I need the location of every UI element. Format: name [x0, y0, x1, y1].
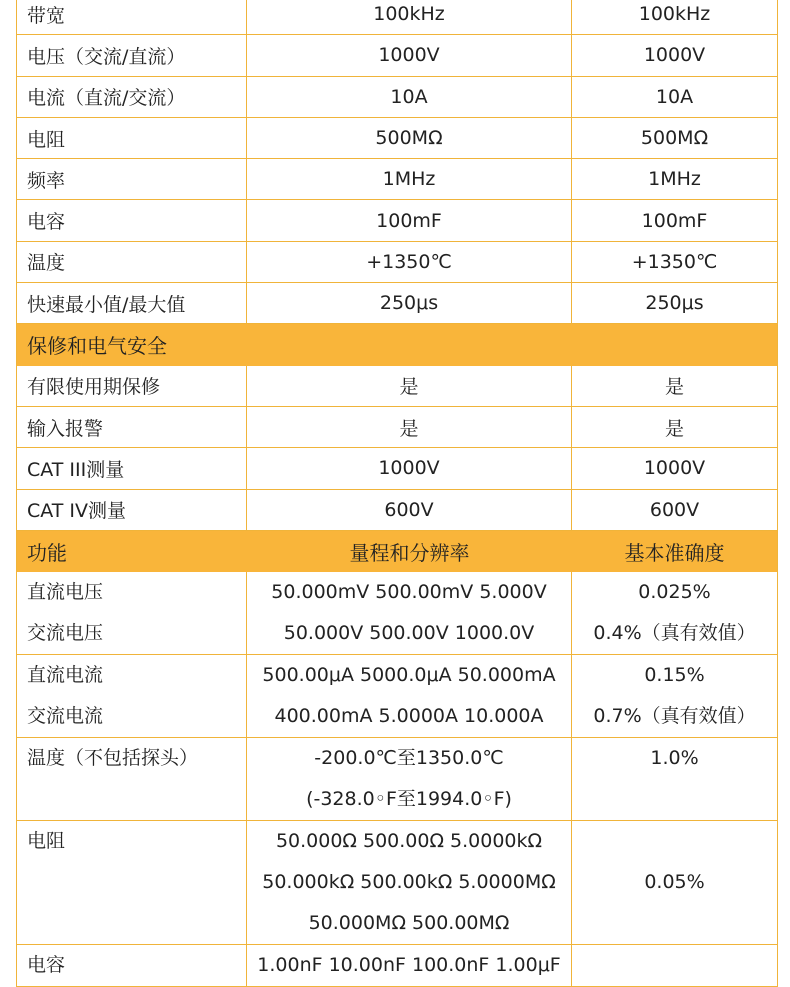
model-a-value: 100mF	[247, 200, 572, 240]
model-a-value: 100kHz	[247, 0, 572, 34]
row-label: 电阻	[17, 118, 247, 158]
section-title: 保修和电气安全	[27, 334, 167, 359]
model-b-value: 250μs	[645, 292, 704, 315]
function-header	[17, 531, 777, 572]
model-a-value: 500MΩ	[247, 118, 572, 158]
temp-range-celsius: -200.0℃至1350.0℃	[314, 747, 504, 770]
res-range-3: 50.000MΩ 500.00MΩ	[308, 912, 510, 935]
table-row-voltage	[17, 572, 777, 655]
row-label: 频率	[17, 159, 247, 199]
model-a-value: 250μs	[247, 283, 572, 323]
table-row	[17, 448, 777, 489]
dcv-label: 直流电压	[27, 581, 104, 604]
row-label: 有限使用期保修	[17, 366, 247, 406]
res-range-1: 50.000Ω 500.00Ω 5.0000kΩ	[275, 830, 543, 853]
table-row-capacitance	[17, 945, 777, 987]
range-col-header: 量程和分辨率	[349, 540, 470, 565]
model-b-value: 1MHz	[648, 168, 701, 191]
model-a-value: 是	[247, 407, 572, 447]
temp-label: 温度（不包括探头）	[27, 747, 199, 770]
aca-label: 交流电流	[27, 705, 104, 728]
model-b-value: +1350℃	[631, 250, 718, 273]
cap-label: 电容	[27, 954, 66, 977]
acv-label: 交流电压	[27, 622, 104, 645]
model-b-value: 100mF	[641, 209, 708, 232]
temp-range-fahrenheit: (-328.0◦F至1994.0◦F)	[306, 788, 512, 811]
temp-accuracy: 1.0%	[650, 747, 699, 770]
model-b-value: 100kHz	[638, 3, 711, 26]
dca-accuracy: 0.15%	[644, 664, 705, 687]
table-row-current	[17, 655, 777, 738]
table-row	[17, 118, 777, 159]
table-row	[17, 490, 777, 531]
aca-range: 400.00mA 5.0000A 10.000A	[274, 705, 544, 728]
dcv-accuracy: 0.025%	[638, 581, 711, 604]
spec-table	[16, 0, 778, 987]
row-label: CAT IV测量	[17, 490, 247, 530]
model-a-value: 1000V	[247, 448, 572, 488]
cap-range-1: 1.00nF 10.00nF 100.0nF 1.00μF	[257, 954, 561, 977]
model-a-value: 是	[247, 366, 572, 406]
row-label: 电压（交流/直流）	[17, 35, 247, 75]
table-row	[17, 283, 777, 324]
row-label: 输入报警	[17, 407, 247, 447]
acv-accuracy: 0.4%（真有效值）	[593, 622, 756, 645]
table-row	[17, 0, 777, 35]
section-header-warranty	[17, 324, 777, 365]
model-b-value: 1000V	[643, 44, 706, 67]
table-row	[17, 200, 777, 241]
model-b-value: 10A	[655, 85, 694, 108]
model-a-value: 1000V	[247, 35, 572, 75]
table-row	[17, 407, 777, 448]
row-label: 带宽	[17, 0, 247, 34]
aca-accuracy: 0.7%（真有效值）	[593, 705, 756, 728]
table-row-temperature	[17, 738, 777, 821]
table-row	[17, 77, 777, 118]
res-label: 电阻	[27, 830, 66, 853]
model-a-value: 1MHz	[247, 159, 572, 199]
model-a-value: 10A	[247, 77, 572, 117]
table-row	[17, 366, 777, 407]
res-accuracy: 0.05%	[644, 871, 705, 894]
table-row	[17, 242, 777, 283]
row-label: CAT III测量	[17, 448, 247, 488]
row-label: 电流（直流/交流）	[17, 77, 247, 117]
dca-label: 直流电流	[27, 664, 104, 687]
table-row	[17, 159, 777, 200]
row-label: 温度	[17, 242, 247, 282]
table-row	[17, 35, 777, 76]
acv-range: 50.000V 500.00V 1000.0V	[283, 622, 535, 645]
model-b-value: 是	[664, 376, 684, 399]
table-row-resistance	[17, 821, 777, 945]
model-b-value: 600V	[649, 498, 700, 521]
model-b-value: 是	[664, 417, 684, 440]
dca-range: 500.00μA 5000.0μA 50.000mA	[262, 664, 556, 687]
dcv-range: 50.000mV 500.00mV 5.000V	[271, 581, 547, 604]
row-label: 电容	[17, 200, 247, 240]
model-b-value: 500MΩ	[640, 127, 709, 150]
accuracy-col-header: 基本准确度	[624, 540, 725, 565]
function-col-header: 功能	[27, 540, 67, 565]
row-label: 快速最小值/最大值	[17, 283, 247, 323]
model-a-value: +1350℃	[247, 242, 572, 282]
res-range-2: 50.000kΩ 500.00kΩ 5.0000MΩ	[262, 871, 556, 894]
model-a-value: 600V	[247, 490, 572, 530]
model-b-value: 1000V	[643, 457, 706, 480]
